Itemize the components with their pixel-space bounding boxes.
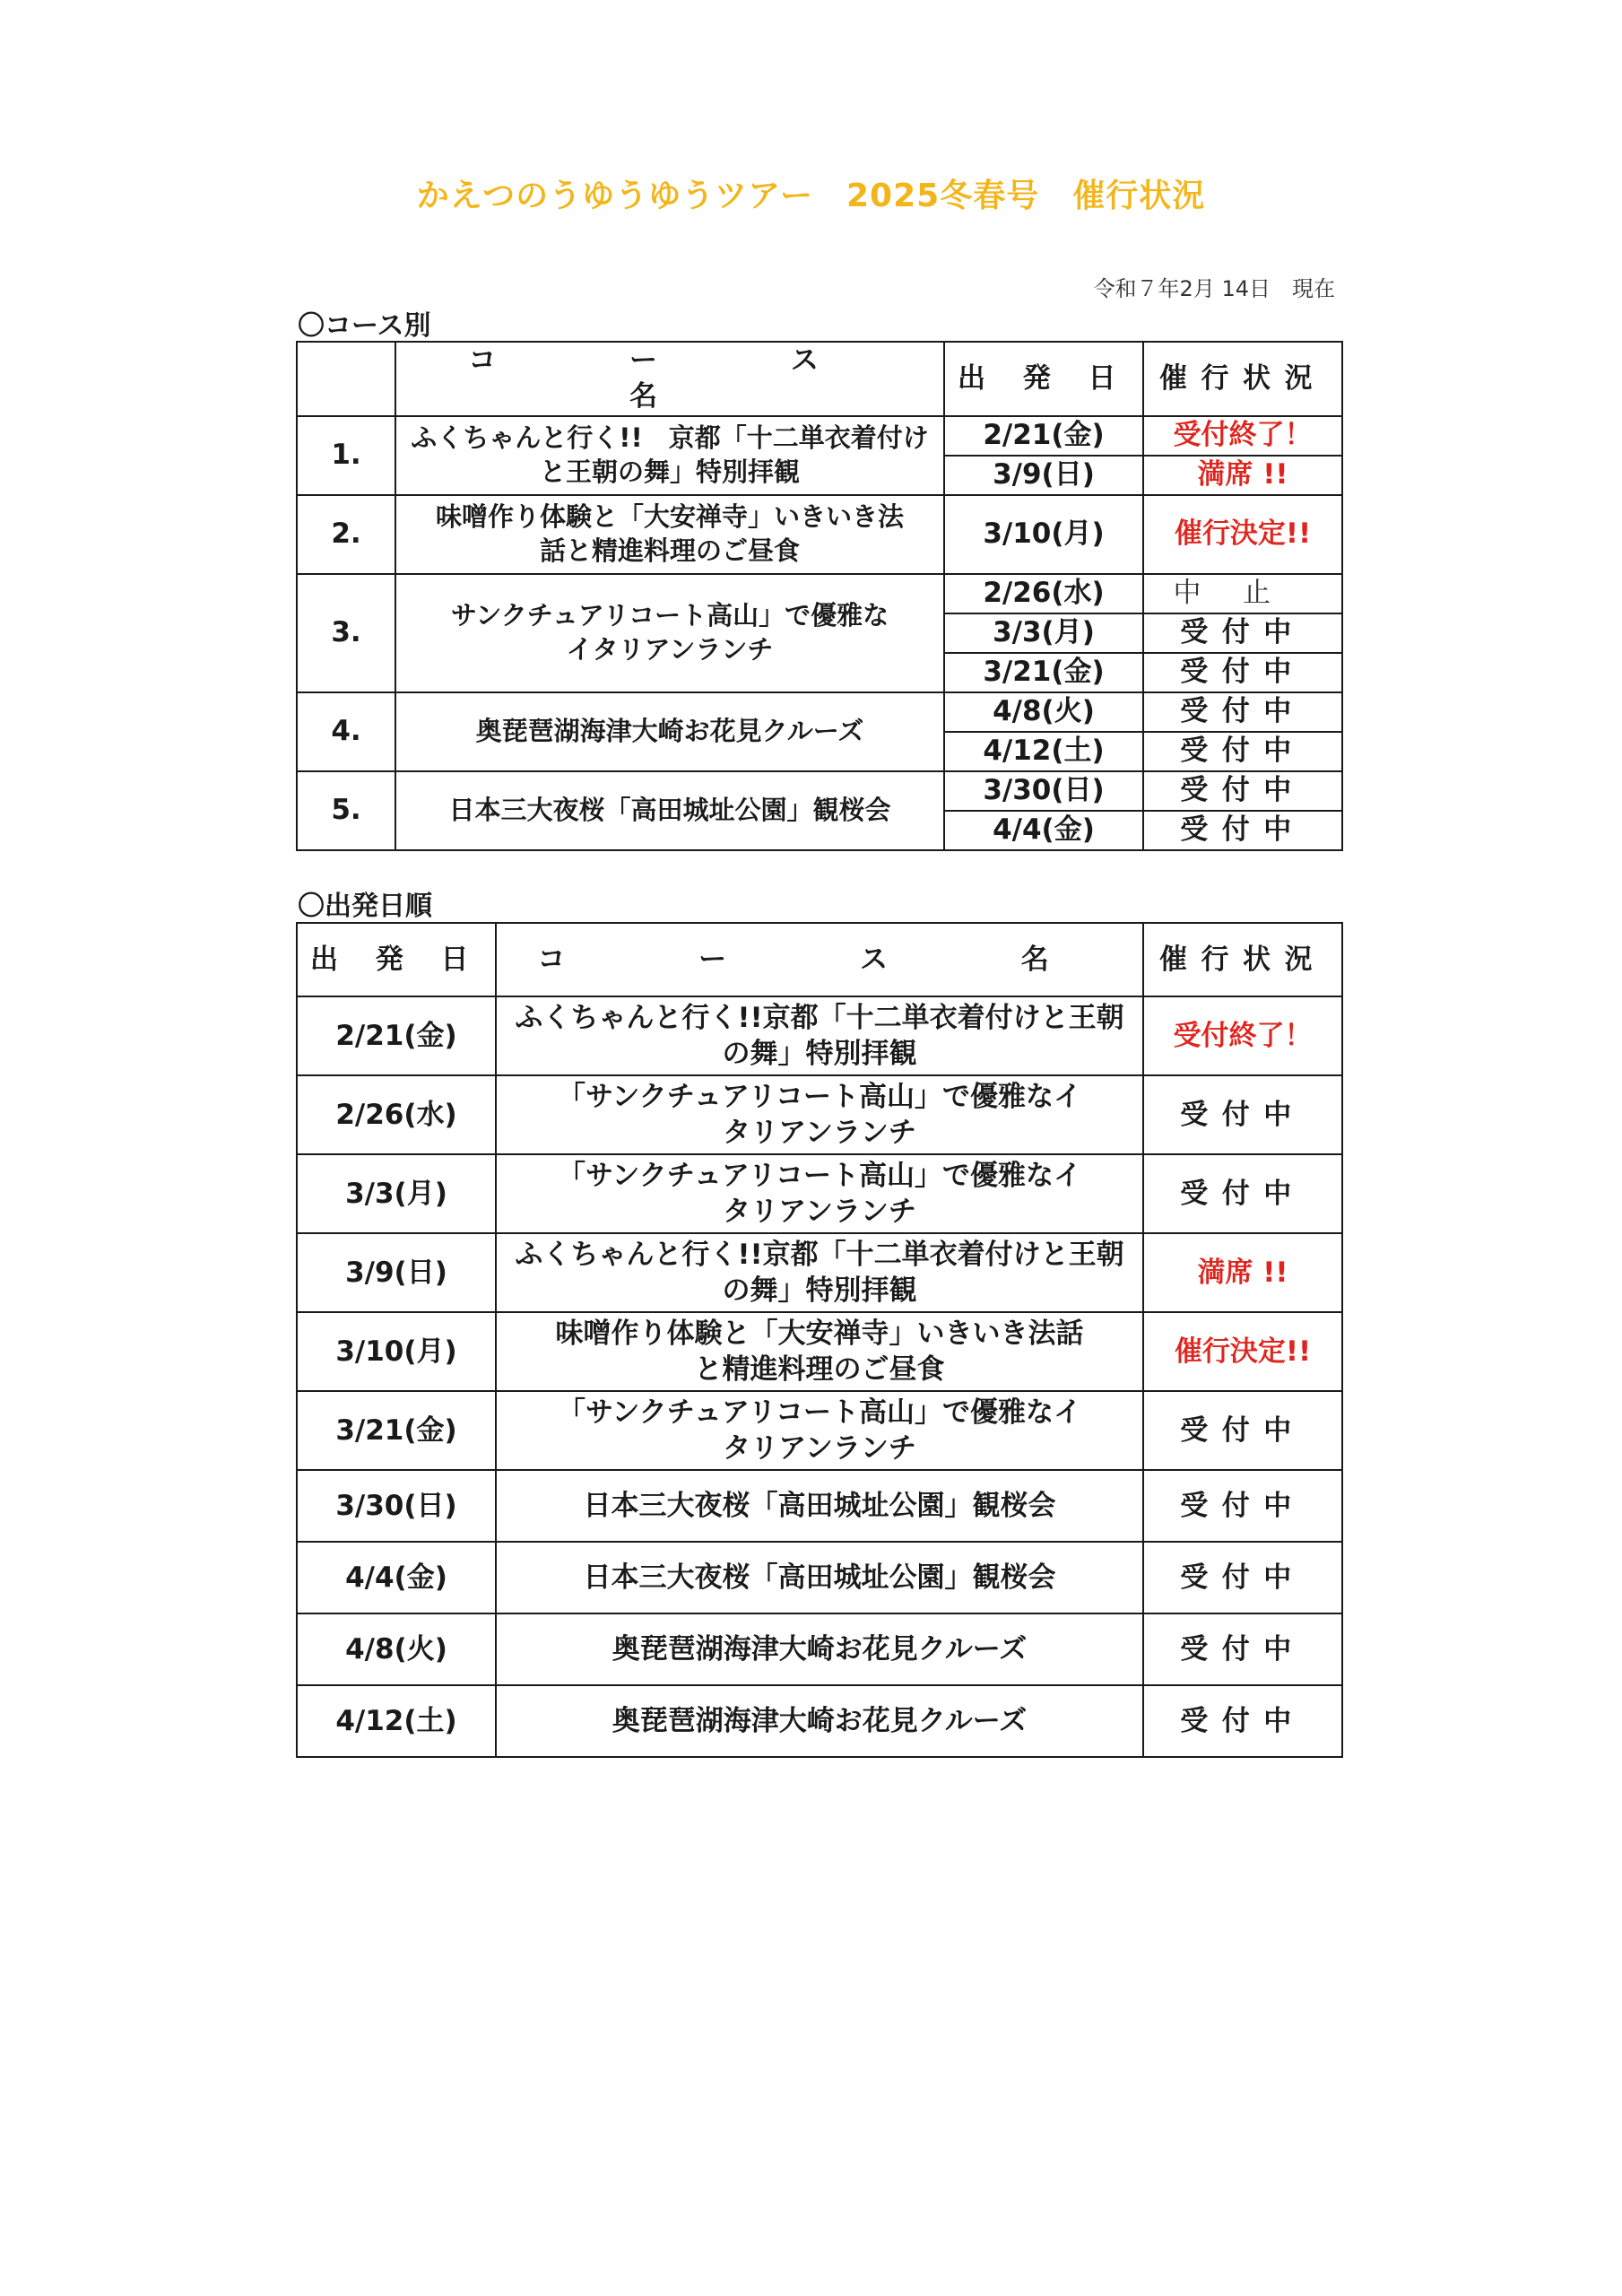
row-number: 2. — [297, 495, 395, 574]
course-name: 味噌作り体験と「大安禅寺」いきいき法話と精進料理のご昼食 — [395, 495, 944, 574]
page-title: かえつのうゆうゆうツアー 2025冬春号 催行状況 — [416, 178, 1206, 214]
status-badge: 受付中 — [1143, 771, 1342, 811]
status-badge: 満席 !! — [1143, 1233, 1342, 1312]
departure-date: 3/21(金) — [944, 653, 1143, 692]
departure-date: 2/21(金) — [944, 416, 1143, 456]
status-badge: 受付終了！ — [1143, 996, 1342, 1075]
status-badge: 中止 — [1143, 574, 1342, 613]
course-name: サンクチュアリコート高山」で優雅なイタリアンランチ — [395, 574, 944, 692]
table-row — [297, 1685, 1342, 1757]
header-no — [297, 342, 395, 416]
departure-date: 3/21(金) — [297, 1391, 496, 1470]
departure-date: 3/10(月) — [297, 1312, 496, 1391]
status-badge: 受付中 — [1143, 653, 1342, 692]
section-label-by-course: 〇コース別 — [298, 310, 431, 342]
status-badge: 受付中 — [1143, 692, 1342, 732]
departure-date: 3/30(日) — [944, 771, 1143, 811]
date-table — [296, 922, 1343, 1758]
header-course: コ ー ス 名 — [395, 342, 944, 416]
course-table-header — [297, 342, 1342, 416]
status-badge: 受付中 — [1143, 1542, 1342, 1613]
table-row — [297, 574, 1342, 613]
departure-date: 3/3(月) — [944, 613, 1143, 653]
status-badge: 受付中 — [1143, 1391, 1342, 1470]
date-table-header — [297, 923, 1342, 996]
status-badge: 満席 !! — [1143, 456, 1342, 495]
course-name: 日本三大夜桜「高田城址公園」観桜会 — [395, 771, 944, 850]
departure-date: 4/8(火) — [944, 692, 1143, 732]
table-row — [297, 996, 1342, 1075]
departure-date: 3/9(日) — [944, 456, 1143, 495]
header-status: 催行状況 — [1143, 923, 1342, 996]
table-row — [297, 1613, 1342, 1685]
departure-date: 2/21(金) — [297, 996, 496, 1075]
row-number: 1. — [297, 416, 395, 495]
course-name: 奥琵琶湖海津大崎お花見クルーズ — [496, 1685, 1143, 1757]
status-badge: 受付中 — [1143, 1154, 1342, 1233]
departure-date: 3/3(月) — [297, 1154, 496, 1233]
course-name: 奥琵琶湖海津大崎お花見クルーズ — [395, 692, 944, 771]
course-name: 日本三大夜桜「高田城址公園」観桜会 — [496, 1542, 1143, 1613]
course-name: 「サンクチュアリコート高山」で優雅なイタリアンランチ — [496, 1391, 1143, 1470]
table-row — [297, 1542, 1342, 1613]
row-number: 4. — [297, 692, 395, 771]
departure-date: 4/4(金) — [944, 811, 1143, 850]
status-badge: 催行決定!! — [1143, 1312, 1342, 1391]
status-badge: 催行決定!! — [1143, 495, 1342, 574]
course-name: 日本三大夜桜「高田城址公園」観桜会 — [496, 1470, 1143, 1542]
departure-date: 2/26(水) — [944, 574, 1143, 613]
table-row — [297, 692, 1342, 732]
row-number: 5. — [297, 771, 395, 850]
header-status: 催行状況 — [1143, 342, 1342, 416]
status-badge: 受付中 — [1143, 811, 1342, 850]
status-badge: 受付中 — [1143, 613, 1342, 653]
departure-date: 4/12(土) — [297, 1685, 496, 1757]
departure-date: 3/9(日) — [297, 1233, 496, 1312]
course-name: 「サンクチュアリコート高山」で優雅なイタリアンランチ — [496, 1154, 1143, 1233]
course-name: 味噌作り体験と「大安禅寺」いきいき法話と精進料理のご昼食 — [496, 1312, 1143, 1391]
course-name: ふくちゃんと行く!! 京都「十二単衣着付けと王朝の舞」特別拝観 — [395, 416, 944, 495]
status-badge: 受付中 — [1143, 1685, 1342, 1757]
header-course: コ ー ス 名 — [496, 923, 1143, 996]
status-badge: 受付中 — [1143, 1613, 1342, 1685]
course-name: ふくちゃんと行く!!京都「十二単衣着付けと王朝の舞」特別拝観 — [496, 996, 1143, 1075]
departure-date: 4/4(金) — [297, 1542, 496, 1613]
status-badge: 受付中 — [1143, 732, 1342, 771]
table-row — [297, 1312, 1342, 1391]
status-badge: 受付終了！ — [1143, 416, 1342, 456]
table-row — [297, 416, 1342, 456]
course-table — [296, 341, 1343, 851]
table-row — [297, 771, 1342, 811]
departure-date: 2/26(水) — [297, 1075, 496, 1154]
table-row — [297, 1391, 1342, 1470]
row-number: 3. — [297, 574, 395, 692]
table-row — [297, 495, 1342, 574]
status-badge: 受付中 — [1143, 1075, 1342, 1154]
header-date: 出 発 日 — [297, 923, 496, 996]
course-name: 「サンクチュアリコート高山」で優雅なイタリアンランチ — [496, 1075, 1143, 1154]
course-name: ふくちゃんと行く!!京都「十二単衣着付けと王朝の舞」特別拝観 — [496, 1233, 1143, 1312]
departure-date: 4/8(火) — [297, 1613, 496, 1685]
table-row — [297, 1470, 1342, 1542]
as-of-date: 令和７年2月 14日 現在 — [1093, 276, 1335, 301]
departure-date: 3/30(日) — [297, 1470, 496, 1542]
table-row — [297, 1233, 1342, 1312]
departure-date: 4/12(土) — [944, 732, 1143, 771]
section-label-by-date: 〇出発日順 — [298, 891, 432, 922]
table-row — [297, 1075, 1342, 1154]
header-date: 出 発 日 — [944, 342, 1143, 416]
status-badge: 受付中 — [1143, 1470, 1342, 1542]
course-name: 奥琵琶湖海津大崎お花見クルーズ — [496, 1613, 1143, 1685]
table-row — [297, 1154, 1342, 1233]
departure-date: 3/10(月) — [944, 495, 1143, 574]
